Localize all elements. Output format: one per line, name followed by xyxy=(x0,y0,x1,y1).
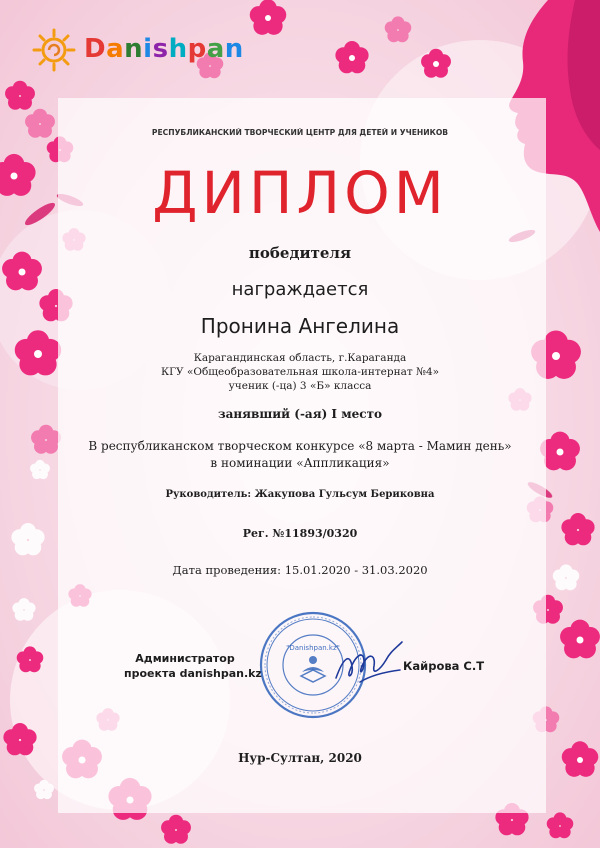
place-line: занявший (-ая) I место xyxy=(217,407,383,421)
supervisor-line: Руководитель: Жакупова Гульсум Бериковна xyxy=(165,489,435,500)
logo-letter: h xyxy=(168,34,188,64)
logo-letter: D xyxy=(84,34,107,64)
logo-letter: n xyxy=(124,34,144,64)
logo-letter: i xyxy=(143,34,153,64)
contest-line-2: в номинации «Аппликация» xyxy=(210,456,390,470)
registration-number: Рег. №11893/0320 xyxy=(242,527,358,540)
logo-letter: a xyxy=(106,34,125,64)
brand-logo xyxy=(84,34,244,64)
admin-label-1: Администратор xyxy=(135,652,235,665)
logo-letter: s xyxy=(152,34,169,64)
event-dates: Дата проведения: 15.01.2020 - 31.03.2020 xyxy=(172,563,428,577)
diploma-title: ДИПЛОМ xyxy=(152,159,448,227)
logo-letter: n xyxy=(224,34,244,64)
school-line: КГУ «Общеобразовательная школа-интернат №4» xyxy=(160,366,440,378)
logo-letter: a xyxy=(206,34,225,64)
contest-line-1: В республиканском творческом конкурсе «8 марта - Мамин день» xyxy=(88,439,512,453)
awarded-label: награждается xyxy=(231,279,369,300)
signature-mark xyxy=(330,636,410,696)
stamp-text: "Danishpan.kz" xyxy=(286,644,340,652)
region-line: Карагандинская область, г.Караганда xyxy=(193,352,407,364)
class-line: ученик (-ца) 3 «Б» класса xyxy=(228,380,372,392)
recipient-name: Пронина Ангелина xyxy=(200,314,400,338)
subtitle-winner: победителя xyxy=(248,244,352,262)
organization-heading: РЕСПУБЛИКАНСКИЙ ТВОРЧЕСКИЙ ЦЕНТР ДЛЯ ДЕТЕЙ И УЧЕНИКОВ xyxy=(151,128,449,137)
sun-logo-icon xyxy=(32,28,76,72)
logo-letter: p xyxy=(187,34,207,64)
footer-city-year: Нур-Султан, 2020 xyxy=(238,751,362,765)
signatory-name: Кайрова С.Т xyxy=(403,659,485,673)
admin-label-2: проекта danishpan.kz xyxy=(124,667,262,680)
